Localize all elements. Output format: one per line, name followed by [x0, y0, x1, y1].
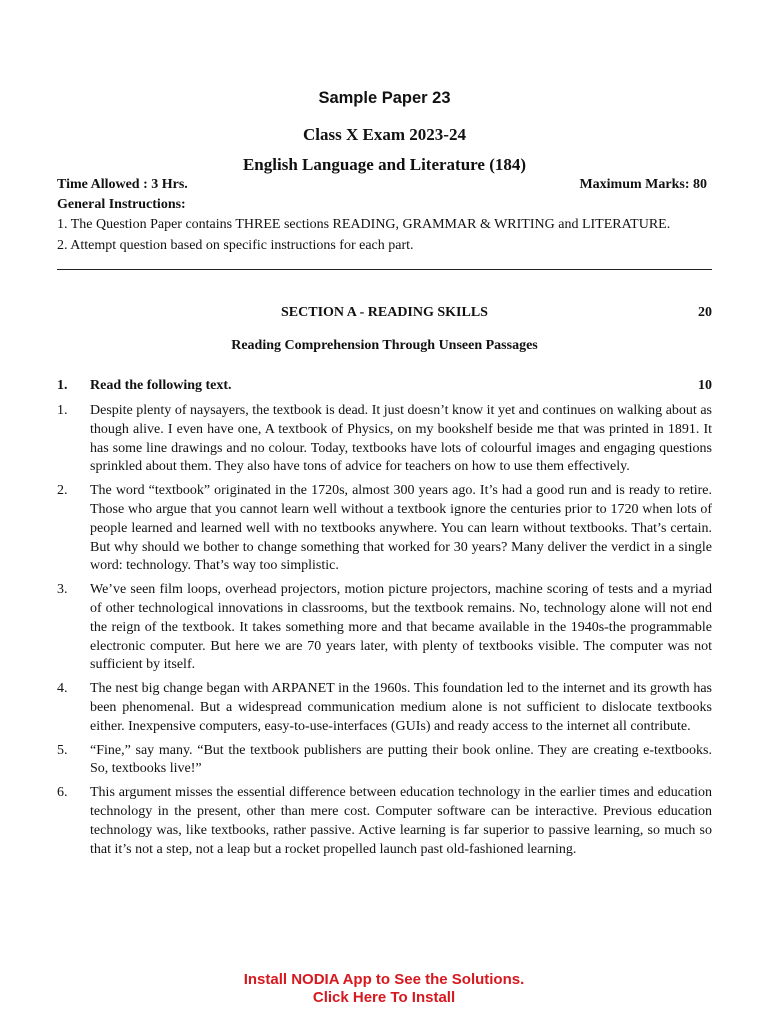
exam-title: Class X Exam 2023-24	[303, 125, 466, 144]
sample-paper-title: Sample Paper 23	[318, 89, 451, 107]
paragraph-text: This argument misses the essential difference between education technology in the earlier times and education technology in the present, other than mere cost. Computer software can be interactive. Previous education technology was, like textbooks, rather passive. Active learning is far superior to passive learning, so much so that it’s not a step, not a leap but a rocket propelled launch past old-fashioned learning.	[90, 785, 712, 857]
exam-meta	[57, 177, 707, 193]
question-prompt: Read the following text.	[90, 378, 232, 393]
section-title: SECTION A - READING SKILLS	[281, 305, 488, 320]
install-app-link[interactable]: Install NODIA App to See the Solutions.	[243, 971, 525, 988]
section-marks: 20	[698, 305, 712, 320]
paragraph-text: The word “textbook” originated in the 1720s, almost 300 years ago. It’s had a good run and is ready to retire. Those who argue that you cannot learn well without a textbook ignore the centuries prior to 1720 when lots of people learned and learned well with no textbooks anywhere. You can learn without textbooks. That’s certain. But why should we bother to change something that worked for 30 years? Many deliver the verdict in a single word: technology. That’s way too simplistic.	[90, 483, 712, 574]
passage-paragraph	[57, 784, 712, 859]
passage-paragraph	[57, 482, 712, 576]
paragraph-text: Despite plenty of naysayers, the textbook is dead. It just doesn’t know it yet and continues on walking about as though alive. I even have one, A textbook of Physics, on my bookshelf beside me that was printed in 1891. It has some line drawings and no colour. Today, textbooks have lots of colourful images and engaging questions sprinkled about them. They also have tons of advice for teachers on how to use them effectively.	[90, 403, 712, 475]
section-subtitle: Reading Comprehension Through Unseen Passages	[231, 338, 538, 353]
instruction-item: 1. The Question Paper contains THREE sections READING, GRAMMAR & WRITING and LITERATURE.	[57, 217, 671, 232]
paragraph-number: 1.	[57, 403, 68, 418]
divider	[57, 269, 712, 270]
paragraph-number: 6.	[57, 785, 68, 801]
paragraph-number: 4.	[57, 681, 68, 697]
question-number: 1.	[57, 378, 68, 393]
instruction-item: 2. Attempt question based on specific instructions for each part.	[57, 238, 414, 253]
passage-paragraph	[57, 402, 712, 477]
subject-title: English Language and Literature (184)	[242, 155, 527, 174]
paragraph-number: 2.	[57, 483, 68, 499]
time-allowed: Time Allowed : 3 Hrs.	[57, 177, 188, 192]
passage-paragraph	[57, 680, 712, 736]
passage-paragraph	[57, 742, 712, 780]
passage-paragraph	[57, 581, 712, 675]
paragraph-text: The nest big change began with ARPANET in the 1960s. This foundation led to the internet and its growth has been phenomenal. But a widespread communication medium alone is not sufficient to dislocate textbooks either. Inexpensive computers, easy-to-use-interfaces (GUIs) and ready access to the internet all contribute.	[90, 681, 712, 734]
instructions-heading: General Instructions:	[57, 197, 186, 212]
question-marks: 10	[698, 378, 712, 393]
paragraph-text: “Fine,” say many. “But the textbook publishers are putting their book online. They are creating e-textbooks. So, textbooks live!”	[90, 742, 712, 777]
paragraph-number: 5.	[57, 742, 68, 758]
paragraph-text: We’ve seen film loops, overhead projectors, motion picture projectors, machine scoring of tests and a myriad of other technological innovations in classrooms, but the textbook remains. No, technology alone will not end the reign of the textbook. It takes something more and that became available in the 1940s-the programmable electronic computer. But here we are 70 years later, with plenty of textbooks visible. The computer was not sufficient by itself.	[90, 582, 712, 673]
install-click-link[interactable]: Click Here To Install	[312, 989, 456, 1006]
paragraph-number: 3.	[57, 582, 68, 598]
maximum-marks: Maximum Marks: 80	[579, 177, 707, 192]
passage	[57, 402, 712, 864]
